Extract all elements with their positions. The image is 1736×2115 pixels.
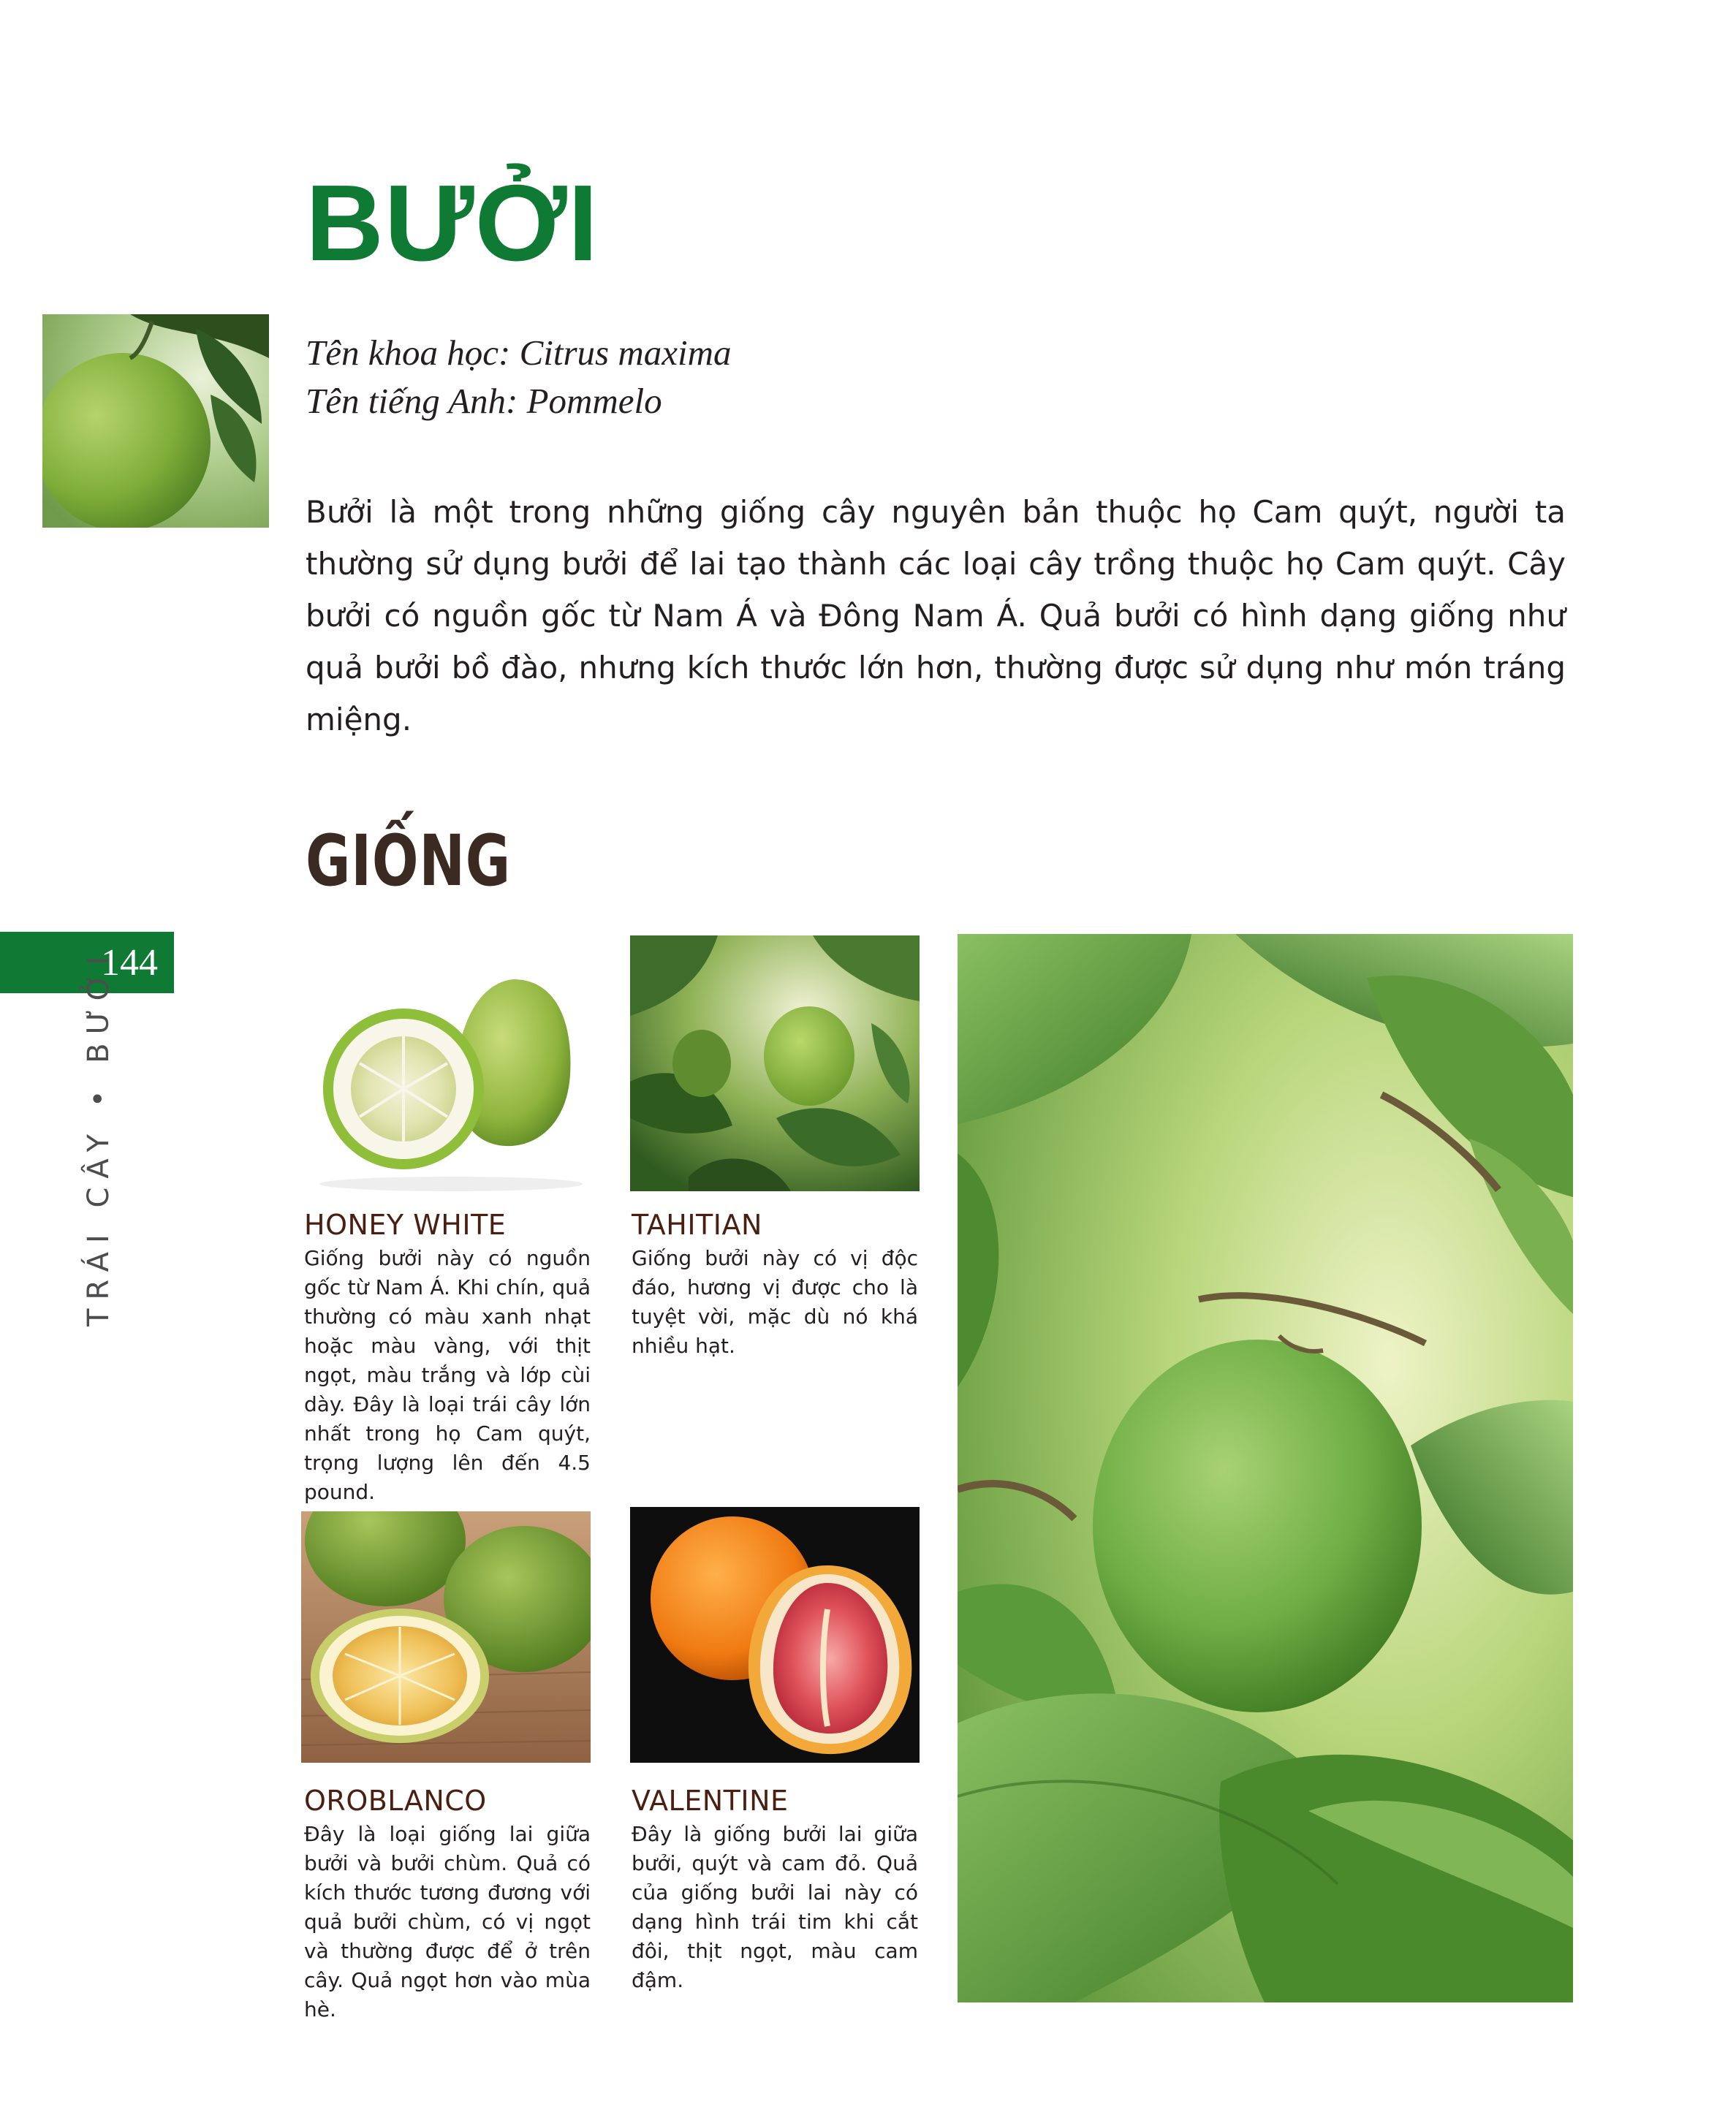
pomelo-thumbnail-photo	[42, 314, 269, 528]
variety-name-honey-white: HONEY WHITE	[304, 1209, 507, 1241]
page-number: 144	[101, 941, 158, 984]
pomelo-on-tree-photo	[958, 934, 1573, 2002]
chapter-side-label: TRÁI CÂY • BƯỞI	[82, 947, 115, 1326]
oroblanco-photo	[301, 1511, 591, 1763]
variety-desc-oroblanco: Đây là loại giống lai giữa bưởi và bưởi chùm. Quả có kích thước tương đương với quả bưởi chùm, có vị ngọt và thường được để ở trên cây. Quả ngọt hơn vào mùa hè.	[304, 1822, 591, 2021]
varieties-heading: GIỐNG	[306, 820, 512, 902]
english-name: Tên tiếng Anh: Pommelo	[306, 381, 662, 421]
variety-name-tahitian: TAHITIAN	[632, 1209, 762, 1241]
variety-desc-honey-white: Giống bưởi này có nguồn gốc từ Nam Á. Khi chín, quả thường có màu xanh nhạt hoặc màu vàng, với thịt ngọt, màu trắng và lớp cùi dày. Đây là loại trái cây lớn nhất trong họ Cam quýt, trọng lượng lên đến 4.5 pound.	[304, 1246, 591, 1504]
species-names	[306, 329, 732, 425]
tahitian-photo	[630, 935, 920, 1191]
valentine-photo	[630, 1507, 920, 1763]
scientific-name: Tên khoa học: Citrus maxima	[306, 333, 732, 373]
variety-desc-tahitian: Giống bưởi này có vị độc đáo, hương vị được cho là tuyệt vời, mặc dù nó khá nhiều hạt.	[632, 1246, 918, 1358]
intro-paragraph: Bưởi là một trong những giống cây nguyên bản thuộc họ Cam quýt, người ta thường sử dụng bưởi để lai tạo thành các loại cây trồng thuộc họ Cam quýt. Cây bưởi có nguồn gốc từ Nam Á và Đông Nam Á. Quả bưởi có hình dạng giống như quả bưởi bồ đào, nhưng kích thước lớn hơn, thường được sử dụng như món tráng miệng.	[306, 494, 1566, 737]
variety-name-oroblanco: OROBLANCO	[304, 1785, 487, 1817]
page-title: BƯỞI	[306, 163, 599, 284]
variety-name-valentine: VALENTINE	[632, 1785, 789, 1817]
honey-white-photo	[301, 943, 591, 1200]
variety-desc-valentine: Đây là giống bưởi lai giữa bưởi, quýt và cam đỏ. Quả của giống bưởi lai này có dạng hình trái tim khi cắt đôi, thịt ngọt, màu cam đậm.	[632, 1822, 918, 1992]
